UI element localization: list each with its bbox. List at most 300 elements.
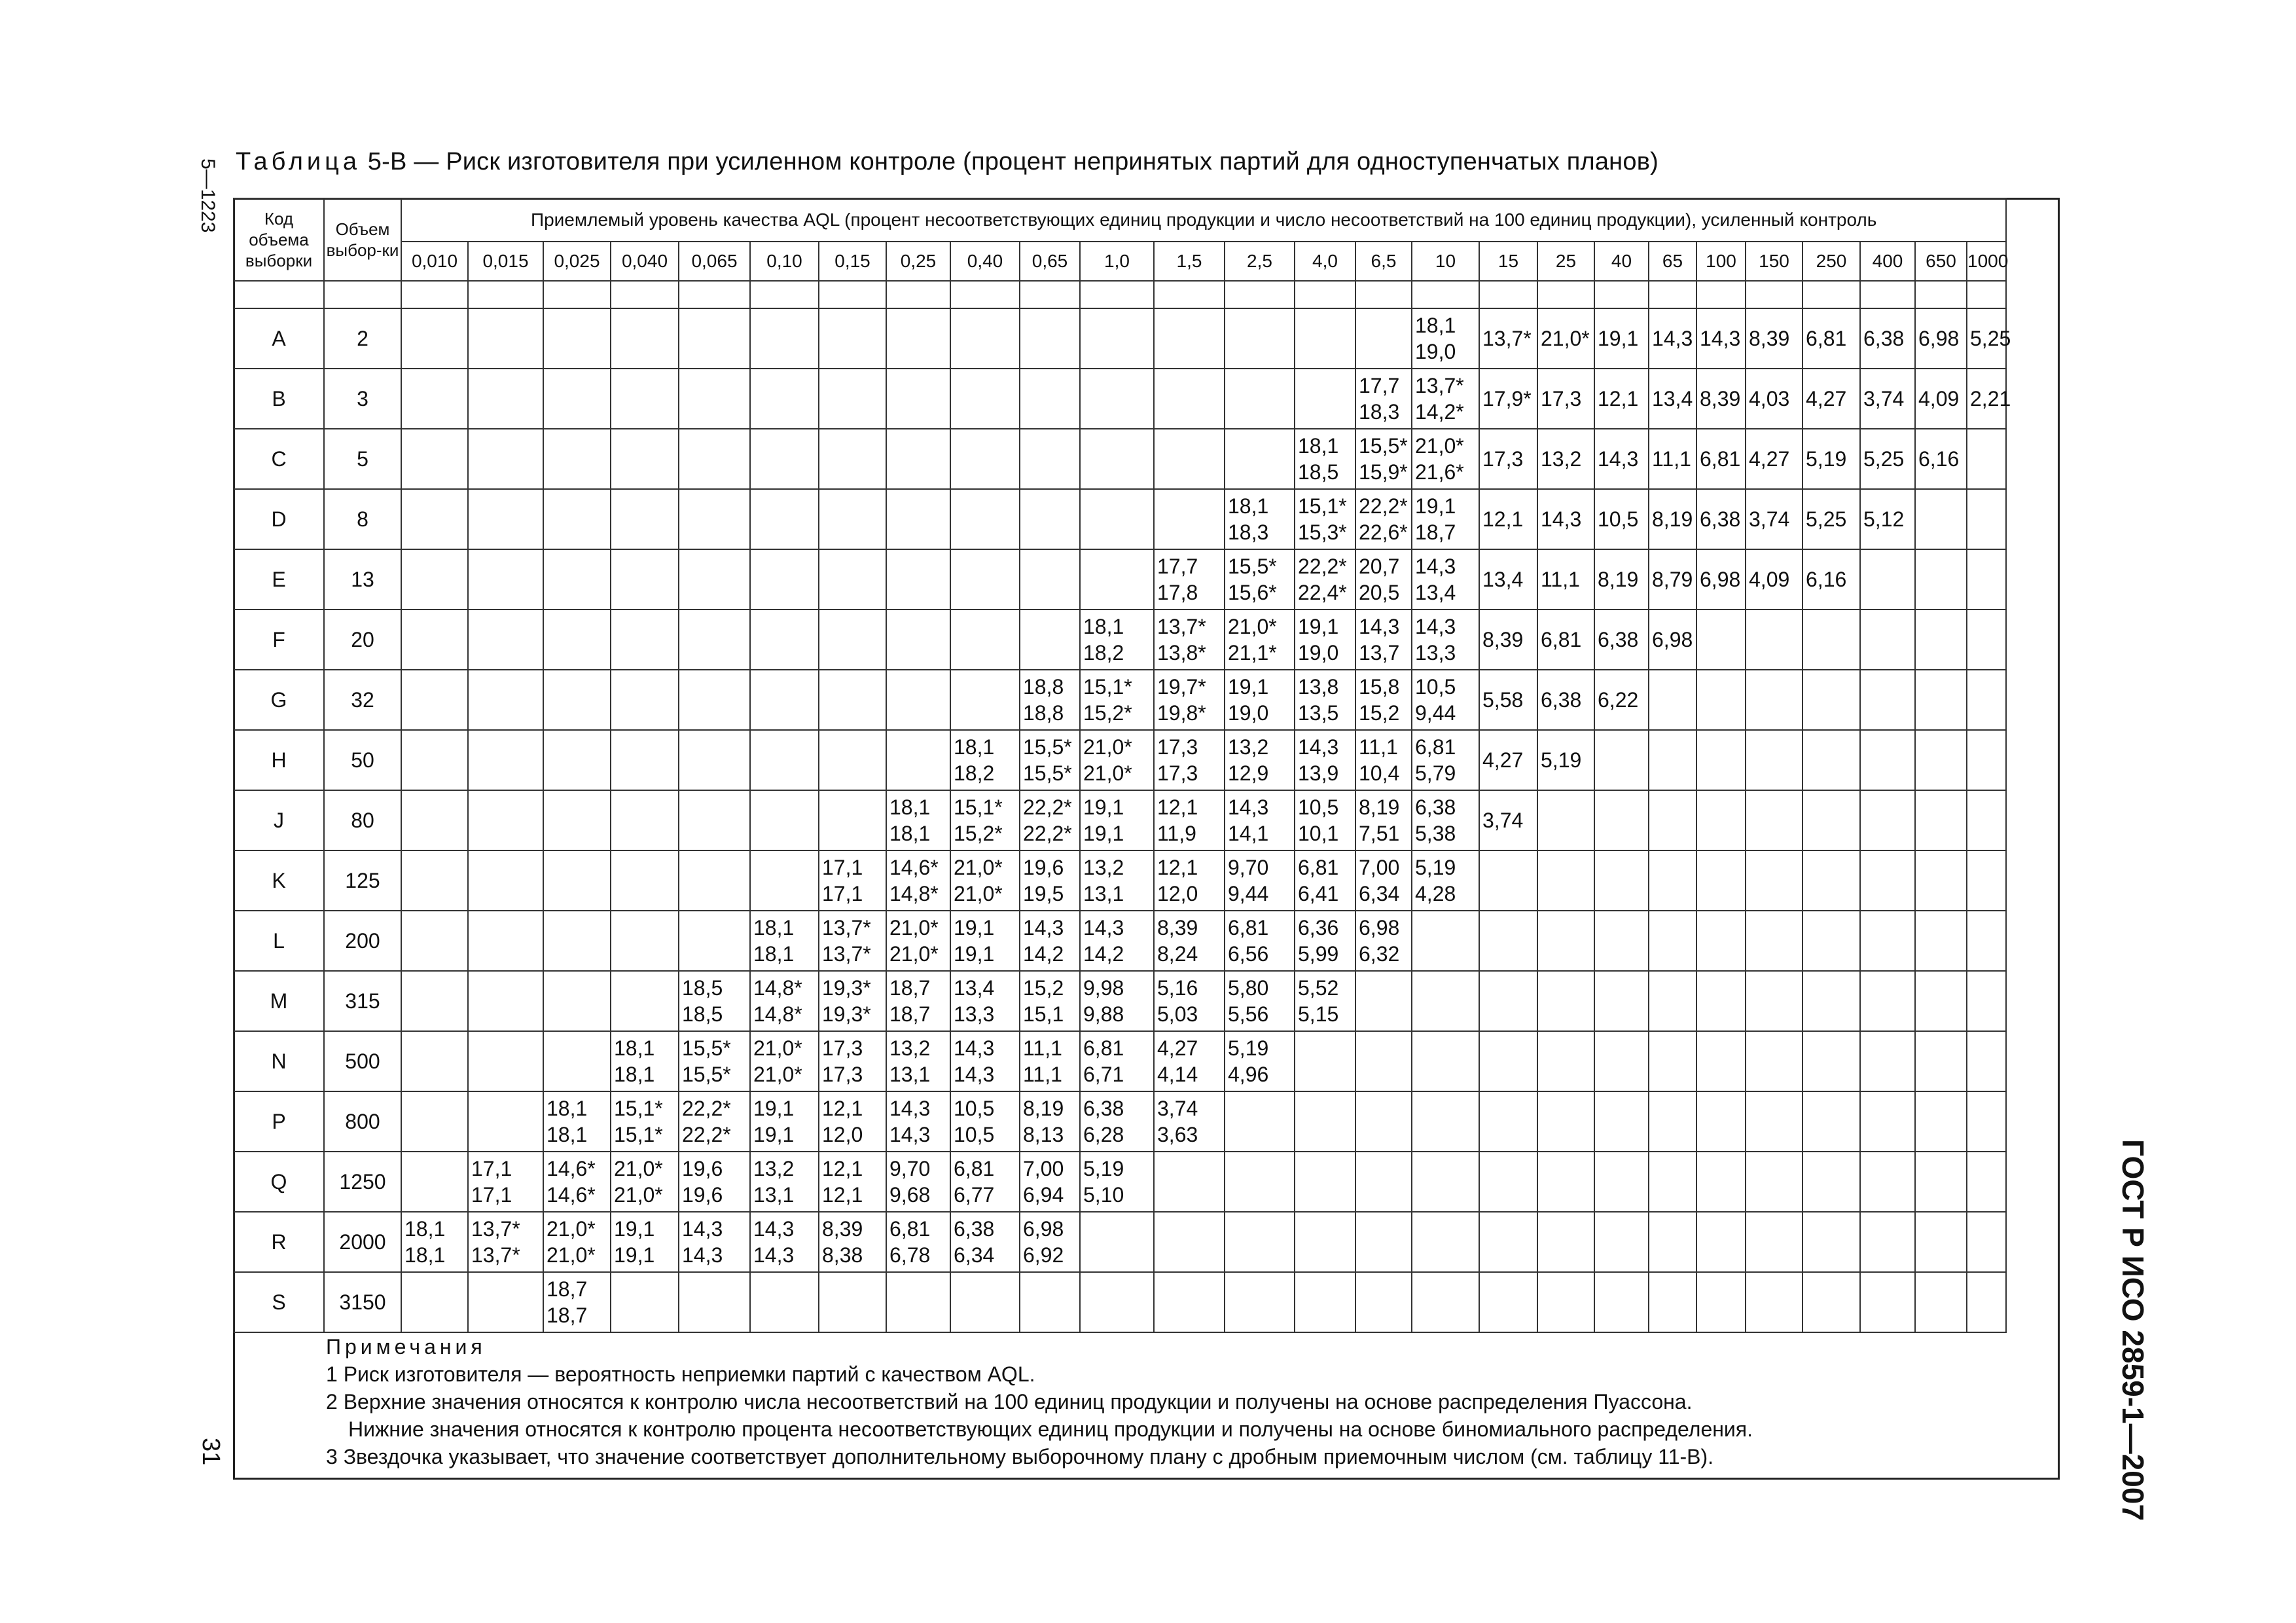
spacer-cell <box>1594 281 1649 308</box>
binomial-value: 11,1 <box>1023 1063 1062 1086</box>
risk-value-cell <box>950 670 1020 730</box>
poisson-value: 7,00 <box>1023 1157 1064 1180</box>
poisson-value: 13,4 <box>954 976 995 1000</box>
risk-value-cell <box>1746 610 1803 670</box>
risk-value-cell: 8,39 <box>1696 369 1746 429</box>
poisson-value: 7,00 <box>1359 856 1400 879</box>
risk-value-cell <box>679 1031 750 1091</box>
poisson-value: 18,1 <box>547 1097 588 1120</box>
risk-value-cell: 17,9* <box>1479 369 1537 429</box>
risk-value-cell <box>1594 1031 1649 1091</box>
aql-level-header: 0,025 <box>543 242 611 281</box>
aql-level-header: 25 <box>1537 242 1594 281</box>
binomial-value: 6,28 <box>1083 1123 1124 1146</box>
risk-value-cell <box>950 850 1020 911</box>
poisson-value: 18,8 <box>1023 675 1064 699</box>
binomial-value: 15,1* <box>614 1123 663 1146</box>
binomial-value: 14,1 <box>1228 822 1269 845</box>
spacer-cell <box>1225 281 1295 308</box>
poisson-value: 21,0* <box>753 1036 802 1060</box>
binomial-value: 15,5* <box>1023 761 1072 785</box>
risk-value-cell <box>1020 369 1080 429</box>
risk-value-cell <box>611 1091 679 1152</box>
risk-value-cell <box>1225 1272 1295 1332</box>
risk-value-cell: 5,25 <box>1803 489 1860 549</box>
binomial-value: 14,2* <box>1415 400 1464 424</box>
risk-value-cell: 6,38 <box>1860 308 1915 369</box>
poisson-value: 13,7* <box>822 916 871 939</box>
risk-value-cell: 8,39 <box>1746 308 1803 369</box>
poisson-value: 8,19 <box>1023 1097 1064 1120</box>
poisson-value: 8,39 <box>1157 916 1198 939</box>
risk-value-cell <box>1020 1091 1080 1152</box>
aql-level-header: 1,5 <box>1154 242 1225 281</box>
risk-value-cell <box>886 369 950 429</box>
risk-value-cell <box>1803 1212 1860 1272</box>
risk-value-cell <box>1080 610 1154 670</box>
poisson-value: 21,0* <box>889 916 939 939</box>
risk-value-cell <box>1355 850 1412 911</box>
risk-value-cell <box>886 1212 950 1272</box>
risk-value-cell <box>950 549 1020 610</box>
risk-value-cell <box>1746 911 1803 971</box>
spacer-cell <box>1154 281 1225 308</box>
risk-value-cell <box>1696 790 1746 850</box>
risk-value-cell <box>1746 1152 1803 1212</box>
risk-value-cell <box>886 670 950 730</box>
binomial-value: 15,6* <box>1228 581 1277 604</box>
risk-value-cell <box>1225 1152 1295 1212</box>
risk-value-cell <box>1594 1152 1649 1212</box>
binomial-value: 18,5 <box>1298 460 1339 484</box>
risk-value-cell <box>1860 1152 1915 1212</box>
risk-value-cell <box>1696 971 1746 1031</box>
risk-value-cell <box>611 308 679 369</box>
poisson-value: 18,1 <box>954 735 995 759</box>
binomial-value: 13,9 <box>1298 761 1339 785</box>
sample-code-cell: Q <box>234 1152 324 1212</box>
poisson-value: 14,6* <box>547 1157 596 1180</box>
risk-value-cell <box>1803 971 1860 1031</box>
page-number: 31 <box>197 1438 224 1466</box>
poisson-value: 21,0* <box>614 1157 663 1180</box>
binomial-value: 5,79 <box>1415 761 1456 785</box>
binomial-value: 19,1 <box>614 1243 655 1267</box>
risk-value-cell: 13,7* <box>1479 308 1537 369</box>
risk-value-cell <box>1803 610 1860 670</box>
sample-code-cell: L <box>234 911 324 971</box>
sample-code-cell: H <box>234 730 324 790</box>
risk-value-cell <box>1154 549 1225 610</box>
aql-level-header: 6,5 <box>1355 242 1412 281</box>
poisson-value: 5,19 <box>1228 1036 1269 1060</box>
risk-value-cell <box>950 610 1020 670</box>
spacer-cell <box>950 281 1020 308</box>
risk-value-cell: 8,19 <box>1594 549 1649 610</box>
binomial-value: 15,9* <box>1359 460 1408 484</box>
risk-value-cell <box>543 730 611 790</box>
binomial-value: 17,3 <box>822 1063 863 1086</box>
binomial-value: 12,1 <box>822 1183 863 1207</box>
aql-level-header: 0,40 <box>950 242 1020 281</box>
risk-value-cell: 4,09 <box>1915 369 1967 429</box>
binomial-value: 18,7 <box>1415 520 1456 544</box>
binomial-value: 5,56 <box>1228 1002 1269 1026</box>
poisson-value: 17,7 <box>1359 374 1400 397</box>
risk-value-cell <box>1225 369 1295 429</box>
binomial-value: 18,1 <box>889 822 931 845</box>
binomial-value: 6,71 <box>1083 1063 1124 1086</box>
risk-value-cell <box>1649 1212 1696 1272</box>
sample-size-cell: 3 <box>324 369 401 429</box>
binomial-value: 17,8 <box>1157 581 1198 604</box>
risk-value-cell <box>679 850 750 911</box>
risk-value-cell <box>886 971 950 1031</box>
risk-value-cell <box>950 429 1020 489</box>
sample-size-cell: 3150 <box>324 1272 401 1332</box>
binomial-value: 18,8 <box>1023 701 1064 725</box>
risk-value-cell: 6,81 <box>1537 610 1594 670</box>
risk-value-cell <box>886 610 950 670</box>
risk-value-cell <box>1967 429 2006 489</box>
poisson-value: 6,81 <box>1415 735 1456 759</box>
risk-value-cell <box>1479 1152 1537 1212</box>
binomial-value: 13,1 <box>753 1183 795 1207</box>
risk-value-cell <box>611 549 679 610</box>
risk-value-cell <box>1412 1091 1479 1152</box>
binomial-value: 5,99 <box>1298 942 1339 966</box>
risk-value-cell <box>1295 429 1355 489</box>
risk-value-cell <box>1020 610 1080 670</box>
risk-value-cell <box>468 308 543 369</box>
risk-value-cell <box>1594 790 1649 850</box>
poisson-value: 15,2 <box>1023 976 1064 1000</box>
binomial-value: 8,13 <box>1023 1123 1064 1146</box>
risk-value-cell <box>1860 1091 1915 1152</box>
binomial-value: 15,2 <box>1359 701 1400 725</box>
risk-value-cell: 11,1 <box>1649 429 1696 489</box>
risk-value-cell <box>1225 850 1295 911</box>
risk-value-cell: 14,3 <box>1696 308 1746 369</box>
poisson-value: 12,1 <box>1157 795 1198 819</box>
binomial-value: 11,9 <box>1157 822 1196 845</box>
risk-value-cell <box>1594 1212 1649 1272</box>
poisson-value: 14,3 <box>1228 795 1269 819</box>
risk-value-cell <box>1295 1031 1355 1091</box>
binomial-value: 22,2* <box>682 1123 731 1146</box>
risk-value-cell <box>1803 1091 1860 1152</box>
poisson-value: 13,7* <box>1157 615 1206 638</box>
poisson-value: 6,81 <box>1298 856 1339 879</box>
poisson-value: 11,1 <box>1359 735 1398 759</box>
risk-value-cell <box>1696 610 1746 670</box>
risk-value-cell <box>679 429 750 489</box>
binomial-value: 13,4 <box>1415 581 1456 604</box>
risk-value-cell <box>1479 971 1537 1031</box>
risk-value-cell <box>950 1152 1020 1212</box>
binomial-value: 13,1 <box>889 1063 931 1086</box>
poisson-value: 13,2 <box>753 1157 795 1180</box>
poisson-value: 22,2* <box>1359 494 1408 518</box>
poisson-value: 13,7* <box>471 1217 520 1241</box>
risk-value-cell <box>1967 670 2006 730</box>
binomial-value: 15,5* <box>682 1063 731 1086</box>
poisson-value: 18,1 <box>1298 434 1339 458</box>
risk-value-cell <box>1803 1031 1860 1091</box>
risk-value-cell <box>1860 1212 1915 1272</box>
risk-value-cell: 2,21 <box>1967 369 2006 429</box>
risk-value-cell <box>468 369 543 429</box>
binomial-value: 19,6 <box>682 1183 723 1207</box>
note-1: 1 Риск изготовителя — вероятность неприемки партий с качеством AQL. <box>326 1362 1035 1386</box>
risk-value-cell <box>1355 971 1412 1031</box>
binomial-value: 10,4 <box>1359 761 1400 785</box>
page-signature: 5—1223 <box>197 158 219 233</box>
binomial-value: 12,0 <box>1157 882 1198 905</box>
poisson-value: 14,3 <box>753 1217 795 1241</box>
sample-size-cell: 32 <box>324 670 401 730</box>
risk-value-cell <box>1594 730 1649 790</box>
poisson-value: 21,0* <box>1083 735 1132 759</box>
poisson-value: 13,2 <box>1228 735 1269 759</box>
poisson-value: 22,2* <box>1298 555 1347 578</box>
risk-value-cell <box>1649 1152 1696 1212</box>
poisson-value: 12,1 <box>1157 856 1198 879</box>
risk-value-cell <box>950 1091 1020 1152</box>
spacer-cell <box>468 281 543 308</box>
risk-value-cell <box>1154 369 1225 429</box>
binomial-value: 6,92 <box>1023 1243 1064 1267</box>
risk-value-cell <box>950 1272 1020 1332</box>
poisson-value: 17,3 <box>822 1036 863 1060</box>
spacer-cell <box>1696 281 1746 308</box>
risk-value-cell <box>750 971 819 1031</box>
risk-value-cell <box>1080 1152 1154 1212</box>
poisson-value: 14,3 <box>954 1036 995 1060</box>
risk-value-cell <box>1696 730 1746 790</box>
binomial-value: 21,0* <box>614 1183 663 1207</box>
risk-value-cell <box>1355 429 1412 489</box>
risk-value-cell <box>819 308 886 369</box>
risk-value-cell <box>1225 911 1295 971</box>
poisson-value: 5,52 <box>1298 976 1339 1000</box>
risk-value-cell <box>819 850 886 911</box>
table-row <box>234 850 2006 911</box>
risk-value-cell <box>750 1152 819 1212</box>
binomial-value: 21,0* <box>547 1243 596 1267</box>
risk-value-cell: 4,27 <box>1746 429 1803 489</box>
poisson-value: 18,1 <box>614 1036 655 1060</box>
risk-value-cell <box>1860 971 1915 1031</box>
risk-value-cell <box>1355 670 1412 730</box>
poisson-value: 14,8* <box>753 976 802 1000</box>
risk-value-cell <box>1080 1091 1154 1152</box>
aql-level-header: 650 <box>1915 242 1967 281</box>
risk-value-cell: 4,27 <box>1803 369 1860 429</box>
risk-value-cell <box>1020 489 1080 549</box>
poisson-value: 19,1 <box>954 916 995 939</box>
risk-value-cell <box>1915 549 1967 610</box>
risk-value-cell <box>1967 489 2006 549</box>
binomial-value: 13,5 <box>1298 701 1339 725</box>
risk-value-cell <box>1537 1031 1594 1091</box>
risk-value-cell: 12,1 <box>1594 369 1649 429</box>
risk-value-cell <box>1080 850 1154 911</box>
risk-value-cell <box>1154 1152 1225 1212</box>
poisson-value: 14,6* <box>889 856 939 879</box>
risk-value-cell <box>1295 1091 1355 1152</box>
binomial-value: 15,3* <box>1298 520 1347 544</box>
risk-value-cell <box>1649 790 1696 850</box>
poisson-value: 4,27 <box>1157 1036 1198 1060</box>
risk-value-cell <box>1080 369 1154 429</box>
risk-value-cell <box>1295 971 1355 1031</box>
risk-value-cell <box>1967 971 2006 1031</box>
risk-value-cell <box>1355 610 1412 670</box>
binomial-value: 14,6* <box>547 1183 596 1207</box>
risk-value-cell <box>750 1031 819 1091</box>
poisson-value: 21,0* <box>954 856 1003 879</box>
binomial-value: 19,1 <box>1083 822 1124 845</box>
risk-value-cell <box>468 1272 543 1332</box>
risk-value-cell <box>401 1031 468 1091</box>
risk-value-cell <box>1355 489 1412 549</box>
binomial-value: 17,3 <box>1157 761 1198 785</box>
binomial-value: 19,3* <box>822 1002 871 1026</box>
risk-value-cell <box>679 670 750 730</box>
risk-value-cell <box>1355 1152 1412 1212</box>
risk-value-cell <box>1154 670 1225 730</box>
binomial-value: 14,3 <box>682 1243 723 1267</box>
risk-value-cell <box>679 489 750 549</box>
sample-code-cell: K <box>234 850 324 911</box>
spacer-cell <box>234 281 324 308</box>
risk-value-cell <box>1295 549 1355 610</box>
risk-value-cell <box>1412 369 1479 429</box>
sample-size-cell: 8 <box>324 489 401 549</box>
risk-value-cell <box>1154 610 1225 670</box>
notes-block <box>326 1333 1753 1470</box>
risk-value-cell <box>1154 1031 1225 1091</box>
poisson-value: 18,1 <box>1415 314 1456 337</box>
sample-size-cell: 20 <box>324 610 401 670</box>
table-row <box>234 790 2006 850</box>
binomial-value: 6,78 <box>889 1243 931 1267</box>
risk-value-cell <box>1355 1091 1412 1152</box>
binomial-value: 14,3 <box>889 1123 931 1146</box>
risk-value-cell <box>1355 308 1412 369</box>
risk-value-cell <box>1154 850 1225 911</box>
spacer-cell <box>1803 281 1860 308</box>
risk-value-cell <box>1746 1091 1803 1152</box>
risk-value-cell <box>1860 790 1915 850</box>
risk-value-cell <box>1295 489 1355 549</box>
risk-value-cell <box>1295 911 1355 971</box>
risk-value-cell <box>1412 549 1479 610</box>
risk-value-cell <box>1020 971 1080 1031</box>
binomial-value: 6,34 <box>1359 882 1400 905</box>
risk-value-cell <box>1225 308 1295 369</box>
risk-value-cell <box>1020 670 1080 730</box>
risk-value-cell <box>1225 549 1295 610</box>
risk-value-cell: 4,09 <box>1746 549 1803 610</box>
risk-value-cell <box>1915 790 1967 850</box>
poisson-value: 18,1 <box>753 916 795 939</box>
sample-code-cell: P <box>234 1091 324 1152</box>
sample-code-cell: C <box>234 429 324 489</box>
poisson-value: 14,3 <box>1415 615 1456 638</box>
risk-value-cell <box>543 911 611 971</box>
risk-value-cell <box>1860 1031 1915 1091</box>
risk-value-cell <box>750 790 819 850</box>
risk-value-cell: 6,98 <box>1696 549 1746 610</box>
poisson-value: 21,0* <box>1228 615 1277 638</box>
poisson-value: 6,81 <box>954 1157 995 1180</box>
risk-value-cell: 8,39 <box>1479 610 1537 670</box>
binomial-value: 5,10 <box>1083 1183 1124 1207</box>
risk-value-cell <box>750 1091 819 1152</box>
binomial-value: 21,0* <box>954 882 1003 905</box>
poisson-value: 22,2* <box>1023 795 1072 819</box>
risk-value-cell <box>1967 1031 2006 1091</box>
risk-value-cell <box>1803 670 1860 730</box>
binomial-value: 21,6* <box>1415 460 1464 484</box>
binomial-value: 6,41 <box>1298 882 1339 905</box>
risk-value-cell <box>1020 790 1080 850</box>
risk-value-cell <box>1915 1212 1967 1272</box>
risk-value-cell <box>1295 670 1355 730</box>
caption-prefix: Таблица <box>236 148 361 175</box>
poisson-value: 10,5 <box>1415 675 1456 699</box>
binomial-value: 18,7 <box>889 1002 931 1026</box>
risk-value-cell <box>1355 369 1412 429</box>
aql-level-header: 0,015 <box>468 242 543 281</box>
risk-value-cell <box>1594 911 1649 971</box>
binomial-value: 18,3 <box>1228 520 1269 544</box>
binomial-value: 14,2 <box>1023 942 1064 966</box>
poisson-value: 6,98 <box>1023 1217 1064 1241</box>
risk-value-cell <box>679 1152 750 1212</box>
table-row <box>234 369 2006 429</box>
risk-value-cell <box>950 1031 1020 1091</box>
risk-value-cell <box>750 549 819 610</box>
poisson-value: 19,1 <box>1228 675 1269 699</box>
poisson-value: 6,38 <box>954 1217 995 1241</box>
binomial-value: 18,7 <box>547 1304 588 1327</box>
binomial-value: 9,44 <box>1228 882 1269 905</box>
binomial-value: 13,7* <box>822 942 871 966</box>
aql-levels-row <box>234 242 2006 281</box>
risk-value-cell <box>1225 730 1295 790</box>
risk-value-cell <box>1080 489 1154 549</box>
risk-value-cell <box>1295 790 1355 850</box>
risk-value-cell: 3,74 <box>1479 790 1537 850</box>
risk-value-cell <box>1412 489 1479 549</box>
risk-value-cell <box>1295 369 1355 429</box>
risk-value-cell <box>819 971 886 1031</box>
risk-value-cell <box>543 489 611 549</box>
aql-level-header: 10 <box>1412 242 1479 281</box>
risk-value-cell <box>819 549 886 610</box>
aql-level-header: 100 <box>1696 242 1746 281</box>
risk-value-cell <box>1295 730 1355 790</box>
risk-value-cell <box>750 610 819 670</box>
risk-value-cell: 5,12 <box>1860 489 1915 549</box>
risk-value-cell <box>1746 670 1803 730</box>
poisson-value: 18,1 <box>889 795 931 819</box>
risk-value-cell <box>611 911 679 971</box>
poisson-value: 15,1* <box>954 795 1003 819</box>
